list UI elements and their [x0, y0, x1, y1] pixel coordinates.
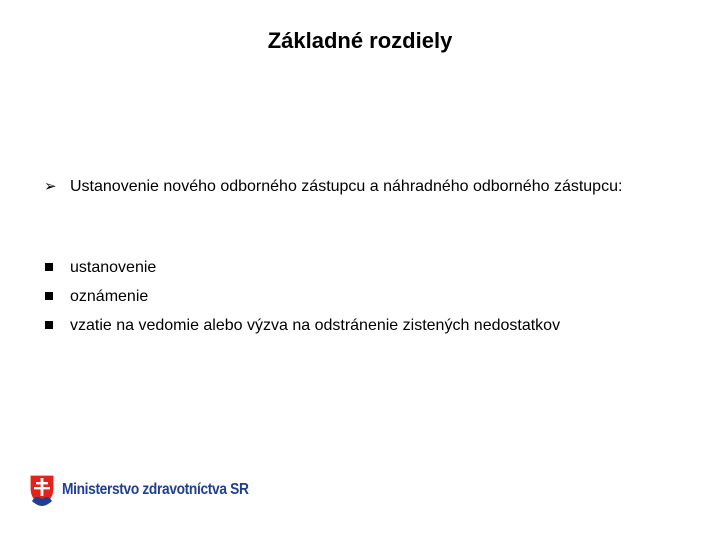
list-item-label: vzatie na vedomie alebo výzva na odstránenie zistených nedostatkov — [70, 317, 561, 334]
main-bullet-text: Ustanovenie nového odborného zástupcu a náhradného odborného zástupcu: — [70, 178, 623, 195]
main-bullet-point — [44, 174, 702, 199]
slovak-coat-of-arms-icon — [28, 473, 56, 507]
sub-bullet-list — [44, 256, 704, 343]
list-item-label: ustanovenie — [70, 259, 157, 276]
square-bullet-icon — [45, 321, 53, 329]
slide-title: Základné rozdiely — [267, 28, 453, 53]
list-item-label: oznámenie — [70, 288, 149, 305]
square-bullet-icon — [45, 292, 53, 300]
ministry-name: Ministerstvo zdravotníctva SR — [62, 481, 249, 498]
list-item — [44, 314, 704, 343]
arrow-bullet-icon: ➢ — [44, 178, 57, 195]
list-item — [44, 256, 704, 285]
list-item — [44, 285, 704, 314]
square-bullet-icon — [45, 263, 53, 271]
ministry-logo — [28, 472, 279, 508]
